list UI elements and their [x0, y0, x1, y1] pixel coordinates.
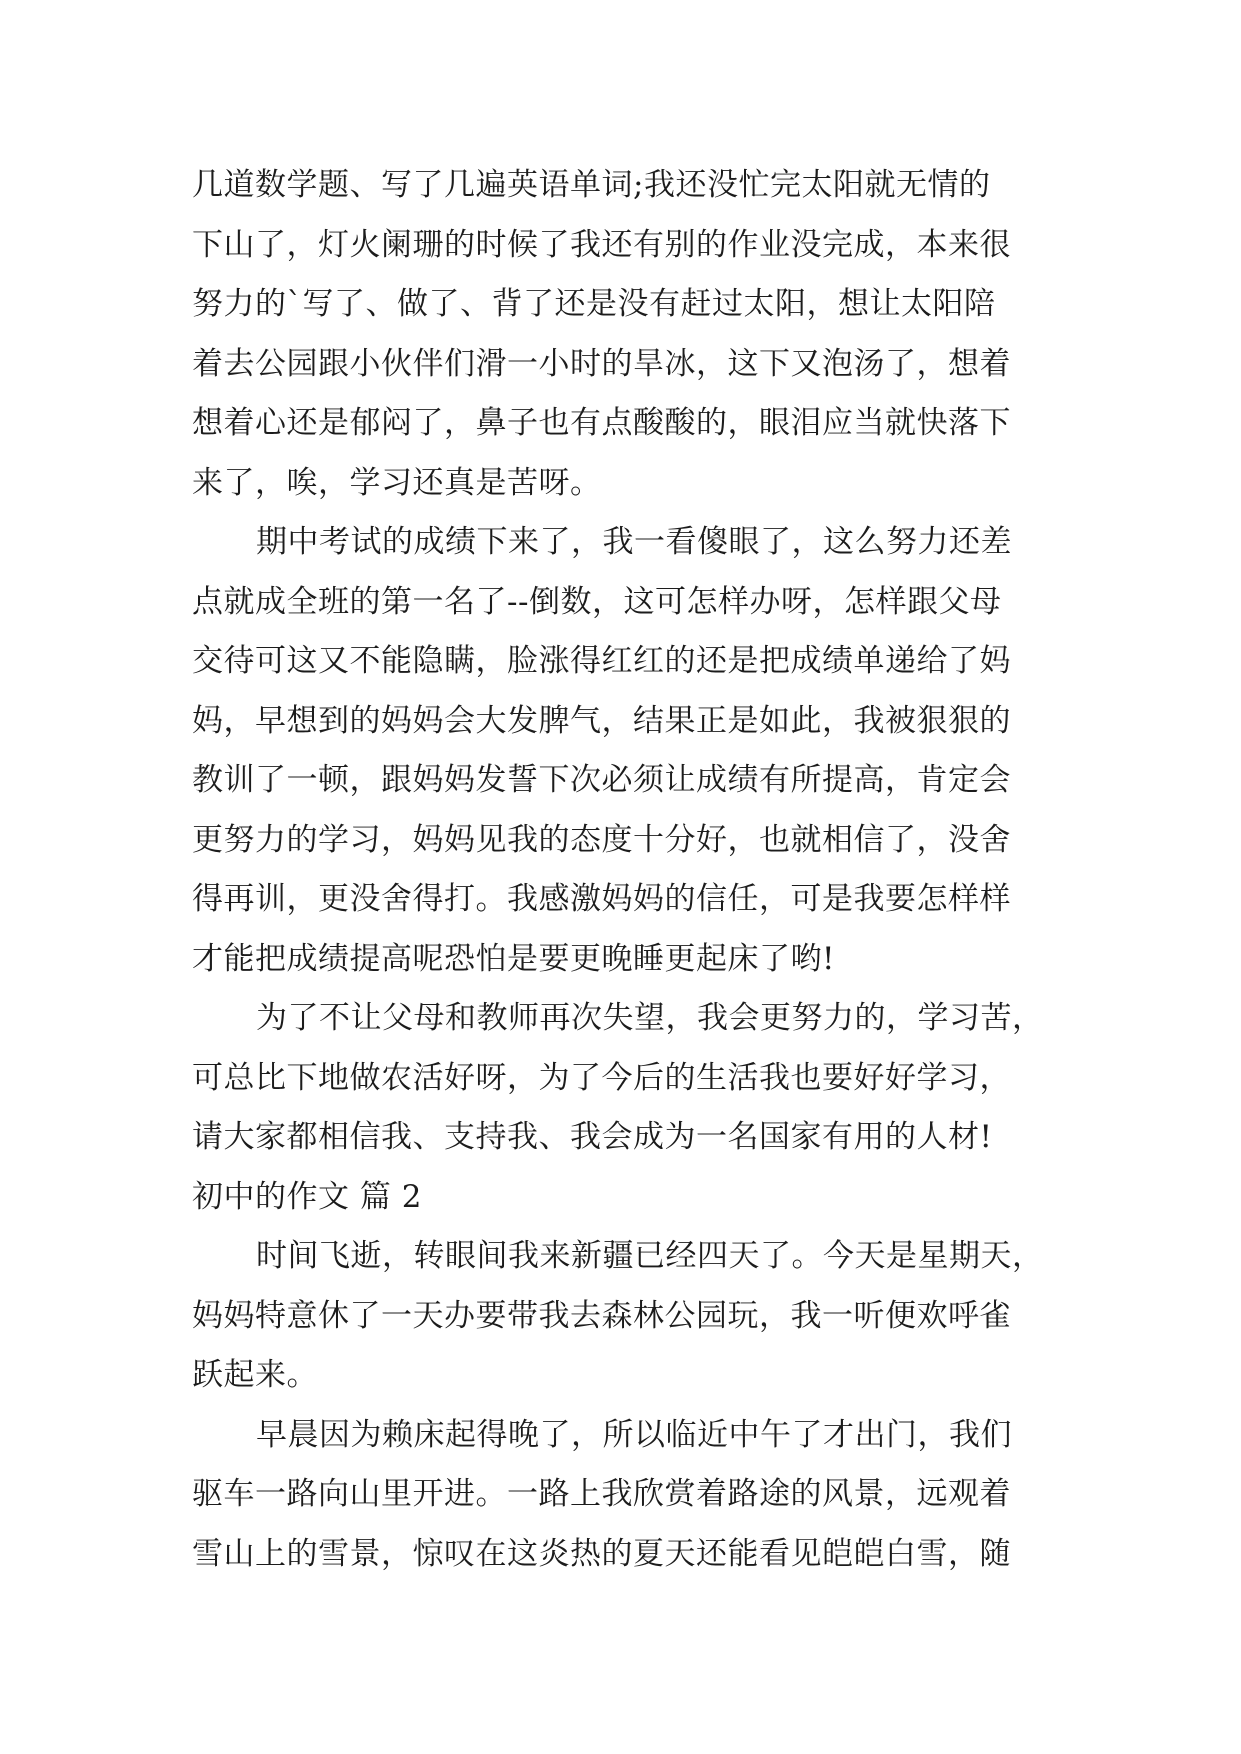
- paragraph-first-line: 为了不让父母和教师再次失望，我会更努力的，学习苦，: [256, 1000, 1044, 1036]
- text-line: 更努力的学习，妈妈见我的态度十分好，也就相信了，没舍: [192, 821, 1011, 858]
- text-line: 可总比下地做农活好呀，为了今后的生活我也要好好学习，: [192, 1059, 1011, 1096]
- text-line: 点就成全班的第一名了--倒数，这可怎样办呀，怎样跟父母: [192, 583, 1002, 620]
- text-line: 跃起来。: [192, 1357, 318, 1393]
- section-heading: 初中的作文 篇 2: [192, 1178, 422, 1215]
- text-line: 妈，早想到的妈妈会大发脾气，结果正是如此，我被狠狠的: [192, 702, 1011, 739]
- text-line: 交待可这又不能隐瞒，脸涨得红红的还是把成绩单递给了妈: [192, 643, 1011, 679]
- text-line: 来了，唉，学习还真是苦呀。: [192, 464, 602, 501]
- text-line: 驱车一路向山里开进。一路上我欣赏着路途的风景，远观着: [192, 1476, 1011, 1512]
- text-line: 得再训，更没舍得打。我感激妈妈的信任，可是我要怎样样: [192, 881, 1011, 917]
- text-line: 请大家都相信我、支持我、我会成为一名国家有用的人材!: [192, 1119, 993, 1155]
- text-line: 下山了，灯火阑珊的时候了我还有别的作业没完成，本来很: [192, 226, 1011, 263]
- text-line: 几道数学题、写了几遍英语单词;我还没忙完太阳就无情的: [192, 167, 991, 203]
- document-body: [192, 156, 1062, 1584]
- paragraph-first-line: 早晨因为赖床起得晚了，所以临近中午了才出门，我们: [256, 1416, 1012, 1453]
- text-line: 教训了一顿，跟妈妈发誓下次必须让成绩有所提高，肯定会: [192, 762, 1011, 798]
- paragraph-first-line: 期中考试的成绩下来了，我一看傻眼了，这么努力还差: [256, 524, 1012, 560]
- text-line: 着去公园跟小伙伴们滑一小时的旱冰，这下又泡汤了，想着: [192, 345, 1011, 382]
- text-line: 想着心还是郁闷了，鼻子也有点酸酸的，眼泪应当就快落下: [192, 405, 1011, 441]
- text-line: 妈妈特意休了一天办要带我去森林公园玩，我一听便欢呼雀: [192, 1297, 1011, 1334]
- text-line: 才能把成绩提高呢恐怕是要更晚睡更起床了哟!: [192, 940, 835, 977]
- text-line: 雪山上的雪景，惊叹在这炎热的夏天还能看见皑皑白雪，随: [192, 1535, 1011, 1572]
- paragraph-first-line: 时间飞逝，转眼间我来新疆已经四天了。今天是星期天，: [256, 1238, 1044, 1274]
- text-line: 努力的`写了、做了、背了还是没有赶过太阳，想让太阳陪: [192, 286, 996, 322]
